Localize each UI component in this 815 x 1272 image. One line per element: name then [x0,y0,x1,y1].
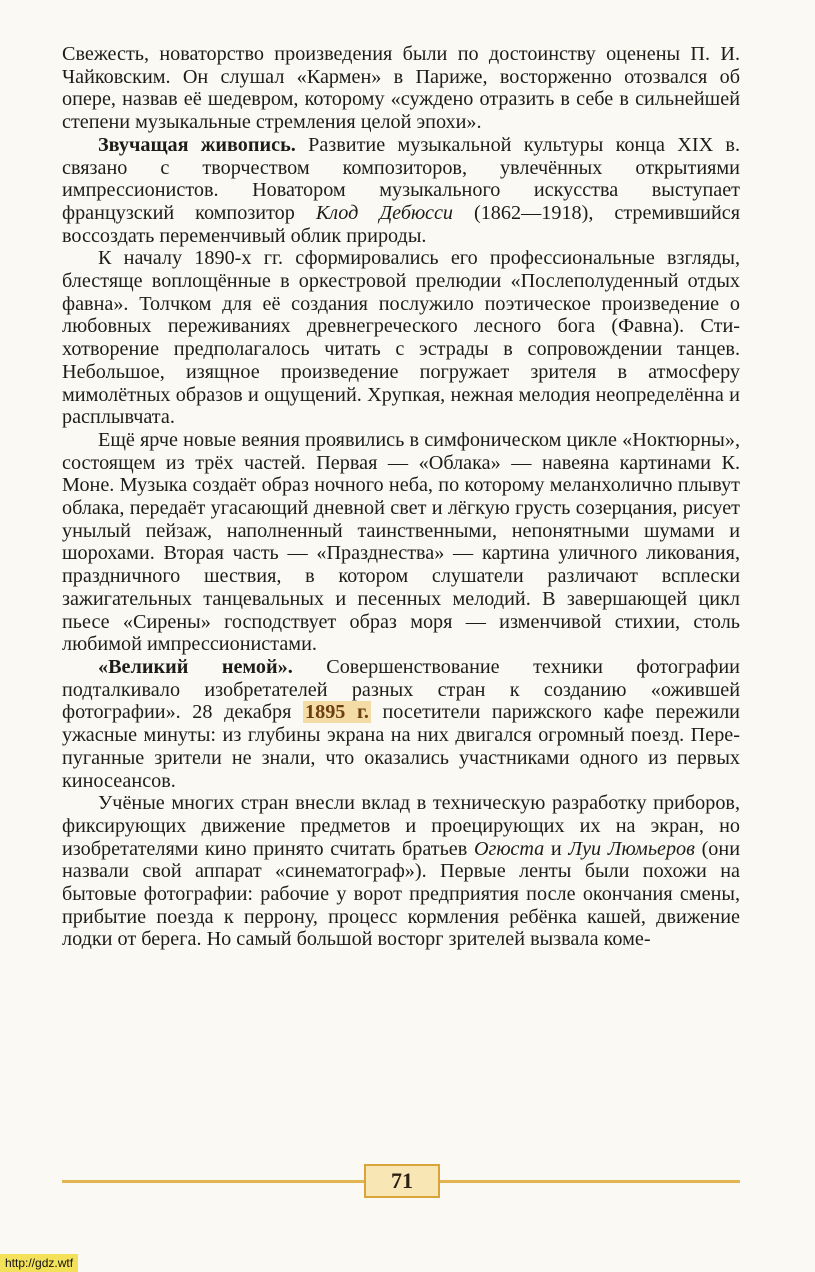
text-span: (1862—1918), стремившийся воссоздать переменчивый облик природы. [62,201,740,247]
section-heading-sounding-painting: Звучащая живопись. [98,133,296,156]
page-number-box [364,1164,440,1198]
text-span: Ещё ярче новые веяния проявились в симфоническом цикле «Ноктюрны», состоящем из трёх частей. Первая — «Облака» — навеяна картинами К. Моне. Музыка создаёт образ ночного неба, по которому меланхолично плывут облака, передаёт угасающий дневной свет и лёгкую грусть созерцания, рисует унылый пейзаж, наполненный таинственными, непонятными шумами и шорохами. Вторая часть — «Празднества» — картина уличного ликования, праздничного шествия, в котором слушатели различают всплески зажигательных танцевальных и песенных мелодий. В завершающей цикл пьесе «Сирены» господствует образ моря — изменчивой стихии, столь любимой импрессионистами. [62,428,740,656]
section-heading-great-silent: «Великий немой». [98,655,293,678]
text-span: посетители парижского кафе пережили ужасные минуты: из глубины экрана на них двигался огромный поезд. Перепуганные зрители не знали, что оказались участниками одного из первых киносеансов. [62,701,740,792]
paragraph-carmen [62,43,740,134]
text-span: Свежесть, новаторство произведения были по достоинству оценены П. И. Чайковским. Он слушал «Кармен» в Париже, восторженно отозвался об опере, назвав её шедевром, которому «суждено отразить в себе в сильнейшей степени музыкальные стремления целой эпохи». [62,43,740,134]
paragraph-lumiere [62,792,740,951]
paragraph-faun-prelude [62,247,740,429]
text-span: Развитие музыкальной культуры конца XIX в. связано с творчеством композиторов, увлечённых открытиями импрессионистов. Новатором музыкального искусства выступает французский композитор [62,133,740,224]
name-louis-lumiere: Луи Люмьеров [568,837,695,860]
text-span: (они назвали свой аппарат «синематограф»). Первые ленты были похожи на бытовые фотографии: рабочие у ворот предприятия после окончания смены, прибытие поезда к перрону, процесс кормления ребёнка кашей, движение лодки от берега. Но самый большой восторг зрителей вызвала коме- [62,837,741,951]
watermark-link[interactable]: http://gdz.wtf [0,1254,78,1272]
name-auguste: Огюста [473,837,545,860]
text-span: и [544,837,569,860]
page-body-text [62,43,740,951]
footer-rule-left [62,1180,364,1183]
paragraph-great-silent [62,656,740,792]
text-span: К началу 1890-х гг. сформировались его профессиональные взгляды, блестяще воплощённые в оркестровой прелюдии «Послеполуденный отдых фавна». Толчком для её создания послужило поэтическое произведение о любовных переживаниях древнегреческого лесного бога (Фавна). Стихотворение предполагалось читать с эстрады в сопровождении танцев. Небольшое, изящное произведение погружает зрителя в атмосферу мимолётных образов и ощущений. Хрупкая, нежная мелодия неопределённа и расплывчата. [62,247,740,429]
footer-rule-right [440,1180,740,1183]
page-number: 71 [391,1168,413,1193]
text-span: Учёные многих стран внесли вклад в техническую разработку приборов, фиксирующих движение предметов и проецирующих их на экран, но изобретателями кино принято считать братьев [62,792,740,860]
name-debussy: Клод Дебюсси [315,201,453,224]
paragraph-sounding-painting [62,134,740,248]
paragraph-nocturnes [62,429,740,656]
text-span: Совершенствование техники фотографии подталкивало изобретателей разных стран к созданию «ожившей фотографии». 28 декабря [62,655,740,724]
year-highlight-1895: 1895 г. [305,701,369,724]
